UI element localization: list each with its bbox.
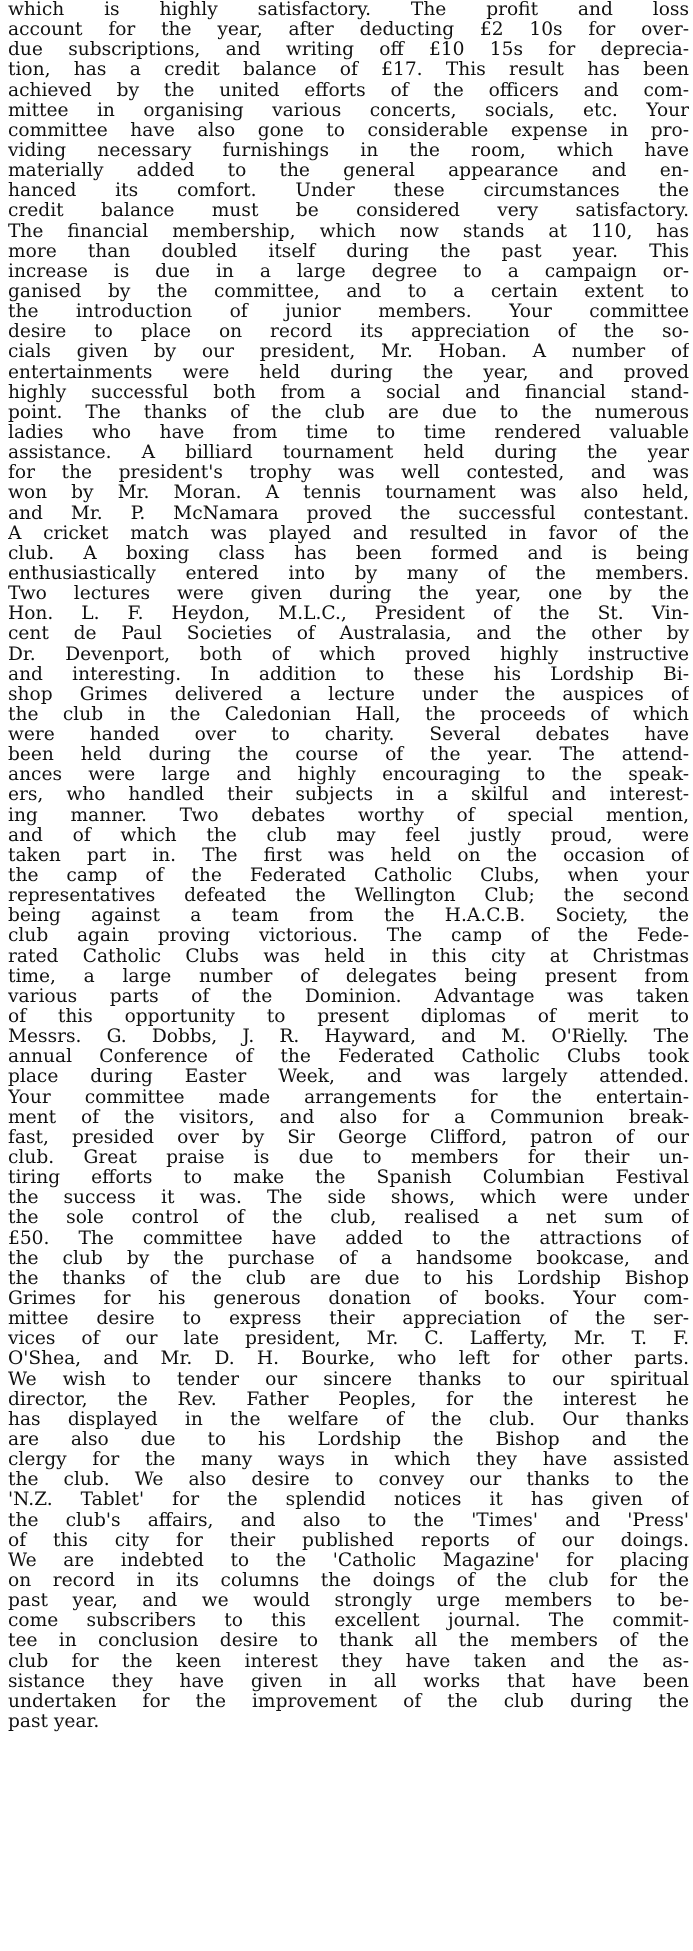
text-line: the camp of the Federated Catholic Clubs, when your <box>8 866 689 887</box>
text-line: mittee in organising various concerts, socials, etc. Your <box>8 100 689 121</box>
text-line: come subscribers to this excellent journal. The commit- <box>8 1611 689 1632</box>
text-line: ladies who have from time to time rendered valuable <box>8 422 689 443</box>
text-line: point. The thanks of the club are due to the numerous <box>8 402 689 423</box>
text-line: A cricket match was played and resulted in favor of the <box>8 523 689 544</box>
text-line: more than doubled itself during the past year. This <box>8 241 689 262</box>
text-line: shop Grimes delivered a lecture under the auspices of <box>8 684 689 705</box>
text-line: and of which the club may feel justly proud, were <box>8 825 689 846</box>
text-line: ing manner. Two debates worthy of special mention, <box>8 805 689 826</box>
text-line: the club in the Caledonian Hall, the proceeds of which <box>8 704 689 725</box>
text-line: due subscriptions, and writing off £10 15s for deprecia- <box>8 40 689 61</box>
text-line: Grimes for his generous donation of books. Your com- <box>8 1289 689 1309</box>
text-line: club again proving victorious. The camp of the Fede- <box>8 926 689 947</box>
text-line: director, the Rev. Father Peoples, for the interest he <box>8 1389 689 1410</box>
text-line: club. A boxing class has been formed and is being <box>8 543 689 564</box>
text-line: mittee desire to express their appreciation of the ser- <box>8 1309 689 1330</box>
text-line: The financial membership, which now stands at 110, has <box>8 221 689 242</box>
text-line: and interesting. In addition to these his Lordship Bi- <box>8 664 689 685</box>
text-line: cent de Paul Societies of Australasia, and the other by <box>8 624 689 645</box>
text-line: hanced its comfort. Under these circumstances the <box>8 181 689 202</box>
text-line: for the president's trophy was well contested, and was <box>8 463 689 484</box>
text-line: ment of the visitors, and also for a Communion break- <box>8 1107 689 1128</box>
text-line: on record in its columns the doings of the club for the <box>8 1570 689 1591</box>
text-line: vices of our late president, Mr. C. Lafferty, Mr. T. F. <box>8 1329 689 1350</box>
text-line: Messrs. G. Dobbs, J. R. Hayward, and M. O'Rielly. The <box>8 1027 689 1048</box>
text-line: representatives defeated the Wellington Club; the second <box>8 886 689 907</box>
text-line: past year. <box>8 1711 100 1732</box>
text-line: been held during the course of the year. The attend- <box>8 745 689 766</box>
text-line: materially added to the general appearance and en- <box>8 161 689 182</box>
text-line: the sole control of the club, realised a net sum of <box>8 1208 689 1229</box>
text-line: O'Shea, and Mr. D. H. Bourke, who left for other parts. <box>8 1349 689 1370</box>
text-line: being against a team from the H.A.C.B. Society, the <box>8 906 689 927</box>
text-line: various parts of the Dominion. Advantage was taken <box>8 986 689 1007</box>
text-line: has displayed in the welfare of the club. Our thanks <box>8 1409 689 1430</box>
text-line: We are indebted to the 'Catholic Magazine' for placing <box>8 1550 689 1571</box>
text-line: the club's affairs, and also to the 'Times' and 'Press' <box>8 1510 689 1531</box>
text-line: club. Great praise is due to members for their un- <box>8 1148 689 1169</box>
text-line: 'N.Z. Tablet' for the splendid notices it has given of <box>8 1490 689 1511</box>
text-line: ganised by the committee, and to a certain extent to <box>8 281 689 302</box>
text-line: time, a large number of delegates being present from <box>8 966 689 987</box>
text-line: tiring efforts to make the Spanish Columbian Festival <box>8 1168 689 1189</box>
text-line: We wish to tender our sincere thanks to our spiritual <box>8 1369 689 1390</box>
text-line: club for the keen interest they have taken and the as- <box>8 1651 689 1672</box>
text-line: clergy for the many ways in which they have assisted <box>8 1450 689 1471</box>
text-line: Two lectures were given during the year, one by the <box>8 584 689 605</box>
text-line: credit balance must be considered very satisfactory. <box>8 201 689 222</box>
text-line: of this city for their published reports of our doings. <box>8 1530 689 1551</box>
text-line: place during Easter Week, and was largely attended. <box>8 1067 689 1088</box>
text-line: the club. We also desire to convey our thanks to the <box>8 1470 689 1491</box>
text-line: sistance they have given in all works that have been <box>8 1671 689 1692</box>
text-line: the club by the purchase of a handsome bookcase, and <box>8 1248 689 1269</box>
text-line: cials given by our president, Mr. Hoban. A number of <box>8 342 689 363</box>
text-line: the success it was. The side shows, which were under <box>8 1188 689 1209</box>
text-line: which is highly satisfactory. The profit and loss <box>8 0 689 20</box>
text-line: desire to place on record its appreciation of the so- <box>8 322 689 343</box>
text-line: £50. The committee have added to the attractions of <box>8 1228 689 1249</box>
text-line: are also due to his Lordship the Bishop and the <box>8 1429 689 1450</box>
text-line: enthusiastically entered into by many of the members. <box>8 563 689 584</box>
text-line: tee in conclusion desire to thank all the members of the <box>8 1631 689 1652</box>
text-line: entertainments were held during the year, and proved <box>8 362 689 383</box>
text-line: increase is due in a large degree to a campaign or- <box>8 261 689 282</box>
text-line: Hon. L. F. Heydon, M.L.C., President of the St. Vin- <box>8 604 689 625</box>
text-line: past year, and we would strongly urge members to be- <box>8 1591 689 1612</box>
text-line: achieved by the united efforts of the officers and com- <box>8 80 689 101</box>
text-line: committee have also gone to considerable expense in pro- <box>8 120 689 141</box>
text-line: the introduction of junior members. Your committee <box>8 302 689 323</box>
text-line: annual Conference of the Federated Catholic Clubs took <box>8 1047 689 1068</box>
text-line: undertaken for the improvement of the club during the <box>8 1691 689 1712</box>
text-line: of this opportunity to present diplomas of merit to <box>8 1007 689 1028</box>
text-line: the thanks of the club are due to his Lordship Bishop <box>8 1268 689 1289</box>
text-line: Dr. Devenport, both of which proved highly instructive <box>8 644 689 665</box>
text-line: won by Mr. Moran. A tennis tournament was also held, <box>8 483 689 504</box>
text-line: ances were large and highly encouraging to the speak- <box>8 765 689 786</box>
text-line: were handed over to charity. Several debates have <box>8 725 689 746</box>
text-line: Your committee made arrangements for the entertain- <box>8 1087 689 1108</box>
text-line: tion, has a credit balance of £17. This result has been <box>8 60 689 81</box>
text-line: highly successful both from a social and financial stand- <box>8 382 689 403</box>
text-line: account for the year, after deducting £2 10s for over- <box>8 20 689 41</box>
text-line: ers, who handled their subjects in a skilful and interest- <box>8 785 689 806</box>
text-line: viding necessary furnishings in the room, which have <box>8 140 689 161</box>
text-line: assistance. A billiard tournament held during the year <box>8 443 689 464</box>
text-line: and Mr. P. McNamara proved the successful contestant. <box>8 503 689 524</box>
text-line: fast, presided over by Sir George Clifford, patron of our <box>8 1127 689 1148</box>
text-line: taken part in. The first was held on the occasion of <box>8 845 689 866</box>
text-line: rated Catholic Clubs was held in this city at Christmas <box>8 946 689 967</box>
